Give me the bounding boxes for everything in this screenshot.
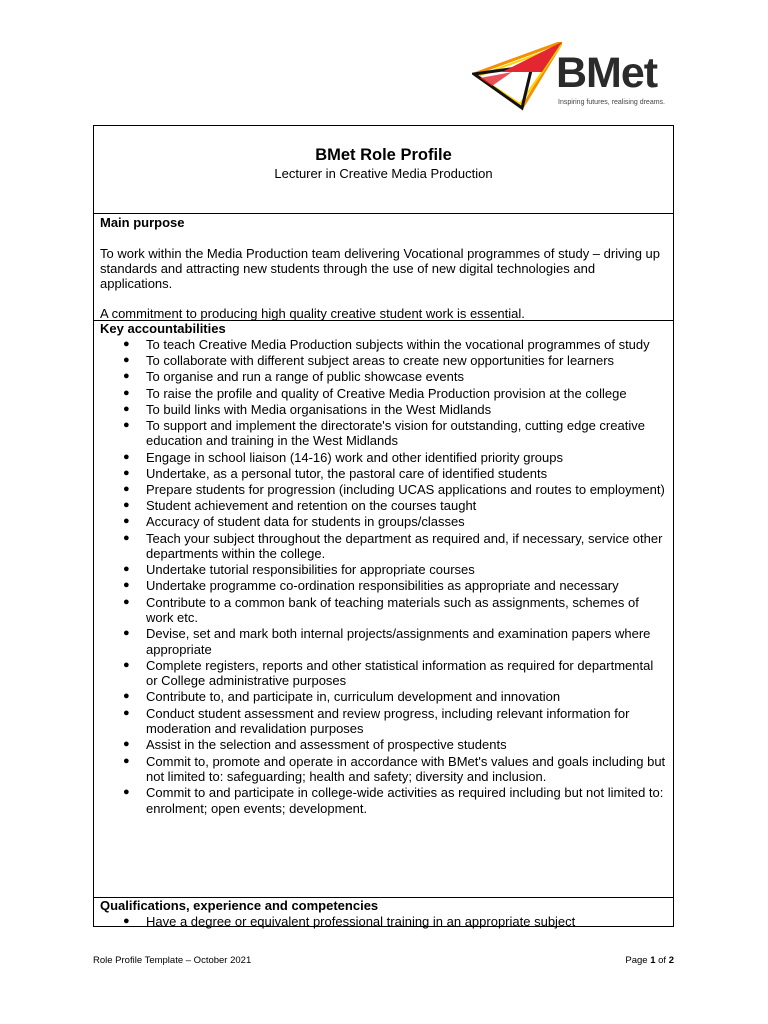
document-subtitle: Lecturer in Creative Media Production xyxy=(274,166,493,181)
main-purpose-paragraph: To work within the Media Production team delivering Vocational programmes of study – driving up standards and attracting new students through the use of new digital technologies and applications. xyxy=(100,246,661,291)
list-item-text: To build links with Media organisations in the West Midlands xyxy=(146,401,492,417)
bullet-icon: ● xyxy=(123,386,130,399)
list-item xyxy=(100,337,667,352)
list-item xyxy=(100,482,667,497)
list-item xyxy=(100,706,667,737)
bullet-icon: ● xyxy=(123,419,130,432)
logo-tagline: Inspiring futures, realising dreams. xyxy=(558,99,665,106)
list-item xyxy=(100,578,667,593)
list-item xyxy=(100,531,667,562)
page-current: 1 xyxy=(650,955,656,966)
bmet-logo-mark-icon xyxy=(472,42,562,112)
main-purpose-paragraph: A commitment to producing high quality creative student work is essential. xyxy=(100,306,525,321)
bullet-icon: ● xyxy=(123,915,130,927)
list-item xyxy=(100,450,667,465)
bullet-icon: ● xyxy=(123,466,130,479)
list-item xyxy=(100,626,667,657)
list-item-text: Undertake programme co-ordination responsibilities as appropriate and necessary xyxy=(146,578,619,594)
role-profile-table xyxy=(93,125,674,927)
bullet-icon: ● xyxy=(123,499,130,512)
bullet-icon: ● xyxy=(123,706,130,719)
bullet-icon: ● xyxy=(123,402,130,415)
bullet-icon: ● xyxy=(123,450,130,463)
list-item xyxy=(100,754,667,785)
bullet-icon: ● xyxy=(123,483,130,496)
list-item-text: Contribute to a common bank of teaching materials such as assignments, schemes of work etc. xyxy=(146,594,639,626)
bullet-icon: ● xyxy=(123,595,130,608)
page-of: of xyxy=(655,955,669,966)
list-item-text: Devise, set and mark both internal projects/assignments and examination papers where appropriate xyxy=(146,626,651,657)
list-item xyxy=(100,353,667,368)
list-item xyxy=(100,369,667,384)
bullet-icon: ● xyxy=(123,563,130,576)
list-item-text: Student achievement and retention on the courses taught xyxy=(146,498,477,514)
bullet-icon: ● xyxy=(123,354,130,367)
list-item-text: Commit to and participate in college-wide activities as required including but not limited to: enrolment; open events; development. xyxy=(146,785,664,816)
list-item-text: Teach your subject throughout the department as required and, if necessary, service other departments within the college. xyxy=(146,530,663,562)
main-purpose-heading: Main purpose xyxy=(100,215,185,230)
main-purpose-section xyxy=(94,214,673,321)
list-item xyxy=(100,737,667,752)
list-item xyxy=(100,498,667,513)
bullet-icon: ● xyxy=(123,627,130,640)
list-item-text: To raise the profile and quality of Creative Media Production provision at the college xyxy=(146,385,627,401)
list-item xyxy=(100,514,667,529)
bullet-icon: ● xyxy=(123,786,130,799)
list-item-text: Accuracy of student data for students in groups/classes xyxy=(146,514,465,530)
list-item xyxy=(100,466,667,481)
list-item xyxy=(100,418,667,449)
bullet-icon: ● xyxy=(123,658,130,671)
key-accountabilities-list xyxy=(100,337,667,816)
bullet-icon: ● xyxy=(123,531,130,544)
list-item xyxy=(100,402,667,417)
bullet-icon: ● xyxy=(123,515,130,528)
list-item-text: Conduct student assessment and review progress, including relevant information for moderation and revalidation purposes xyxy=(146,705,630,737)
list-item xyxy=(100,386,667,401)
page-total: 2 xyxy=(668,955,674,966)
bullet-icon: ● xyxy=(123,579,130,592)
bullet-icon: ● xyxy=(123,754,130,767)
list-item-text: To support and implement the directorate's vision for outstanding, cutting edge creative education and training in the West Midlands xyxy=(146,418,645,449)
list-item xyxy=(100,562,667,577)
list-item-text: Assist in the selection and assessment of prospective students xyxy=(146,737,507,753)
qualifications-list xyxy=(100,914,667,929)
bmet-logo xyxy=(472,40,667,112)
title-row xyxy=(94,126,673,214)
list-item xyxy=(100,595,667,626)
list-item-text: Prepare students for progression (including UCAS applications and routes to employment) xyxy=(146,482,665,498)
list-item xyxy=(100,658,667,689)
key-accountabilities-heading: Key accountabilities xyxy=(100,321,226,336)
list-item xyxy=(100,785,667,816)
list-item-text: Undertake, as a personal tutor, the pastoral care of identified students xyxy=(146,465,548,481)
bullet-icon: ● xyxy=(123,690,130,703)
list-item-text: Engage in school liaison (14-16) work and other identified priority groups xyxy=(146,449,563,465)
bullet-icon: ● xyxy=(123,738,130,751)
list-item-text: To teach Creative Media Production subjects within the vocational programmes of study xyxy=(146,337,650,352)
key-accountabilities-section xyxy=(94,321,673,898)
list-item xyxy=(100,914,667,929)
bullet-icon: ● xyxy=(123,338,130,350)
list-item-text: To organise and run a range of public showcase events xyxy=(146,369,464,385)
list-item-text: Contribute to, and participate in, curriculum development and innovation xyxy=(146,689,561,705)
list-item xyxy=(100,689,667,704)
footer-page-number xyxy=(625,955,674,966)
list-item-text: Undertake tutorial responsibilities for appropriate courses xyxy=(146,562,475,578)
footer-template-label: Role Profile Template – October 2021 xyxy=(93,955,252,966)
list-item-text: Commit to, promote and operate in accordance with BMet's values and goals including but not limited to: safeguarding; health and safety; diversity and inclusion. xyxy=(146,753,666,784)
logo-wordmark: BMet xyxy=(556,49,658,97)
document-title: BMet Role Profile xyxy=(315,146,452,164)
list-item-text: Have a degree or equivalent professional training in an appropriate subject xyxy=(146,914,576,929)
bullet-icon: ● xyxy=(123,370,130,383)
qualifications-heading: Qualifications, experience and competencies xyxy=(100,898,379,913)
list-item-text: Complete registers, reports and other statistical information as required for departmental or College administrative purposes xyxy=(146,657,654,689)
page-prefix: Page xyxy=(625,955,651,966)
qualifications-section xyxy=(94,898,673,929)
list-item-text: To collaborate with different subject areas to create new opportunities for learners xyxy=(146,353,615,369)
